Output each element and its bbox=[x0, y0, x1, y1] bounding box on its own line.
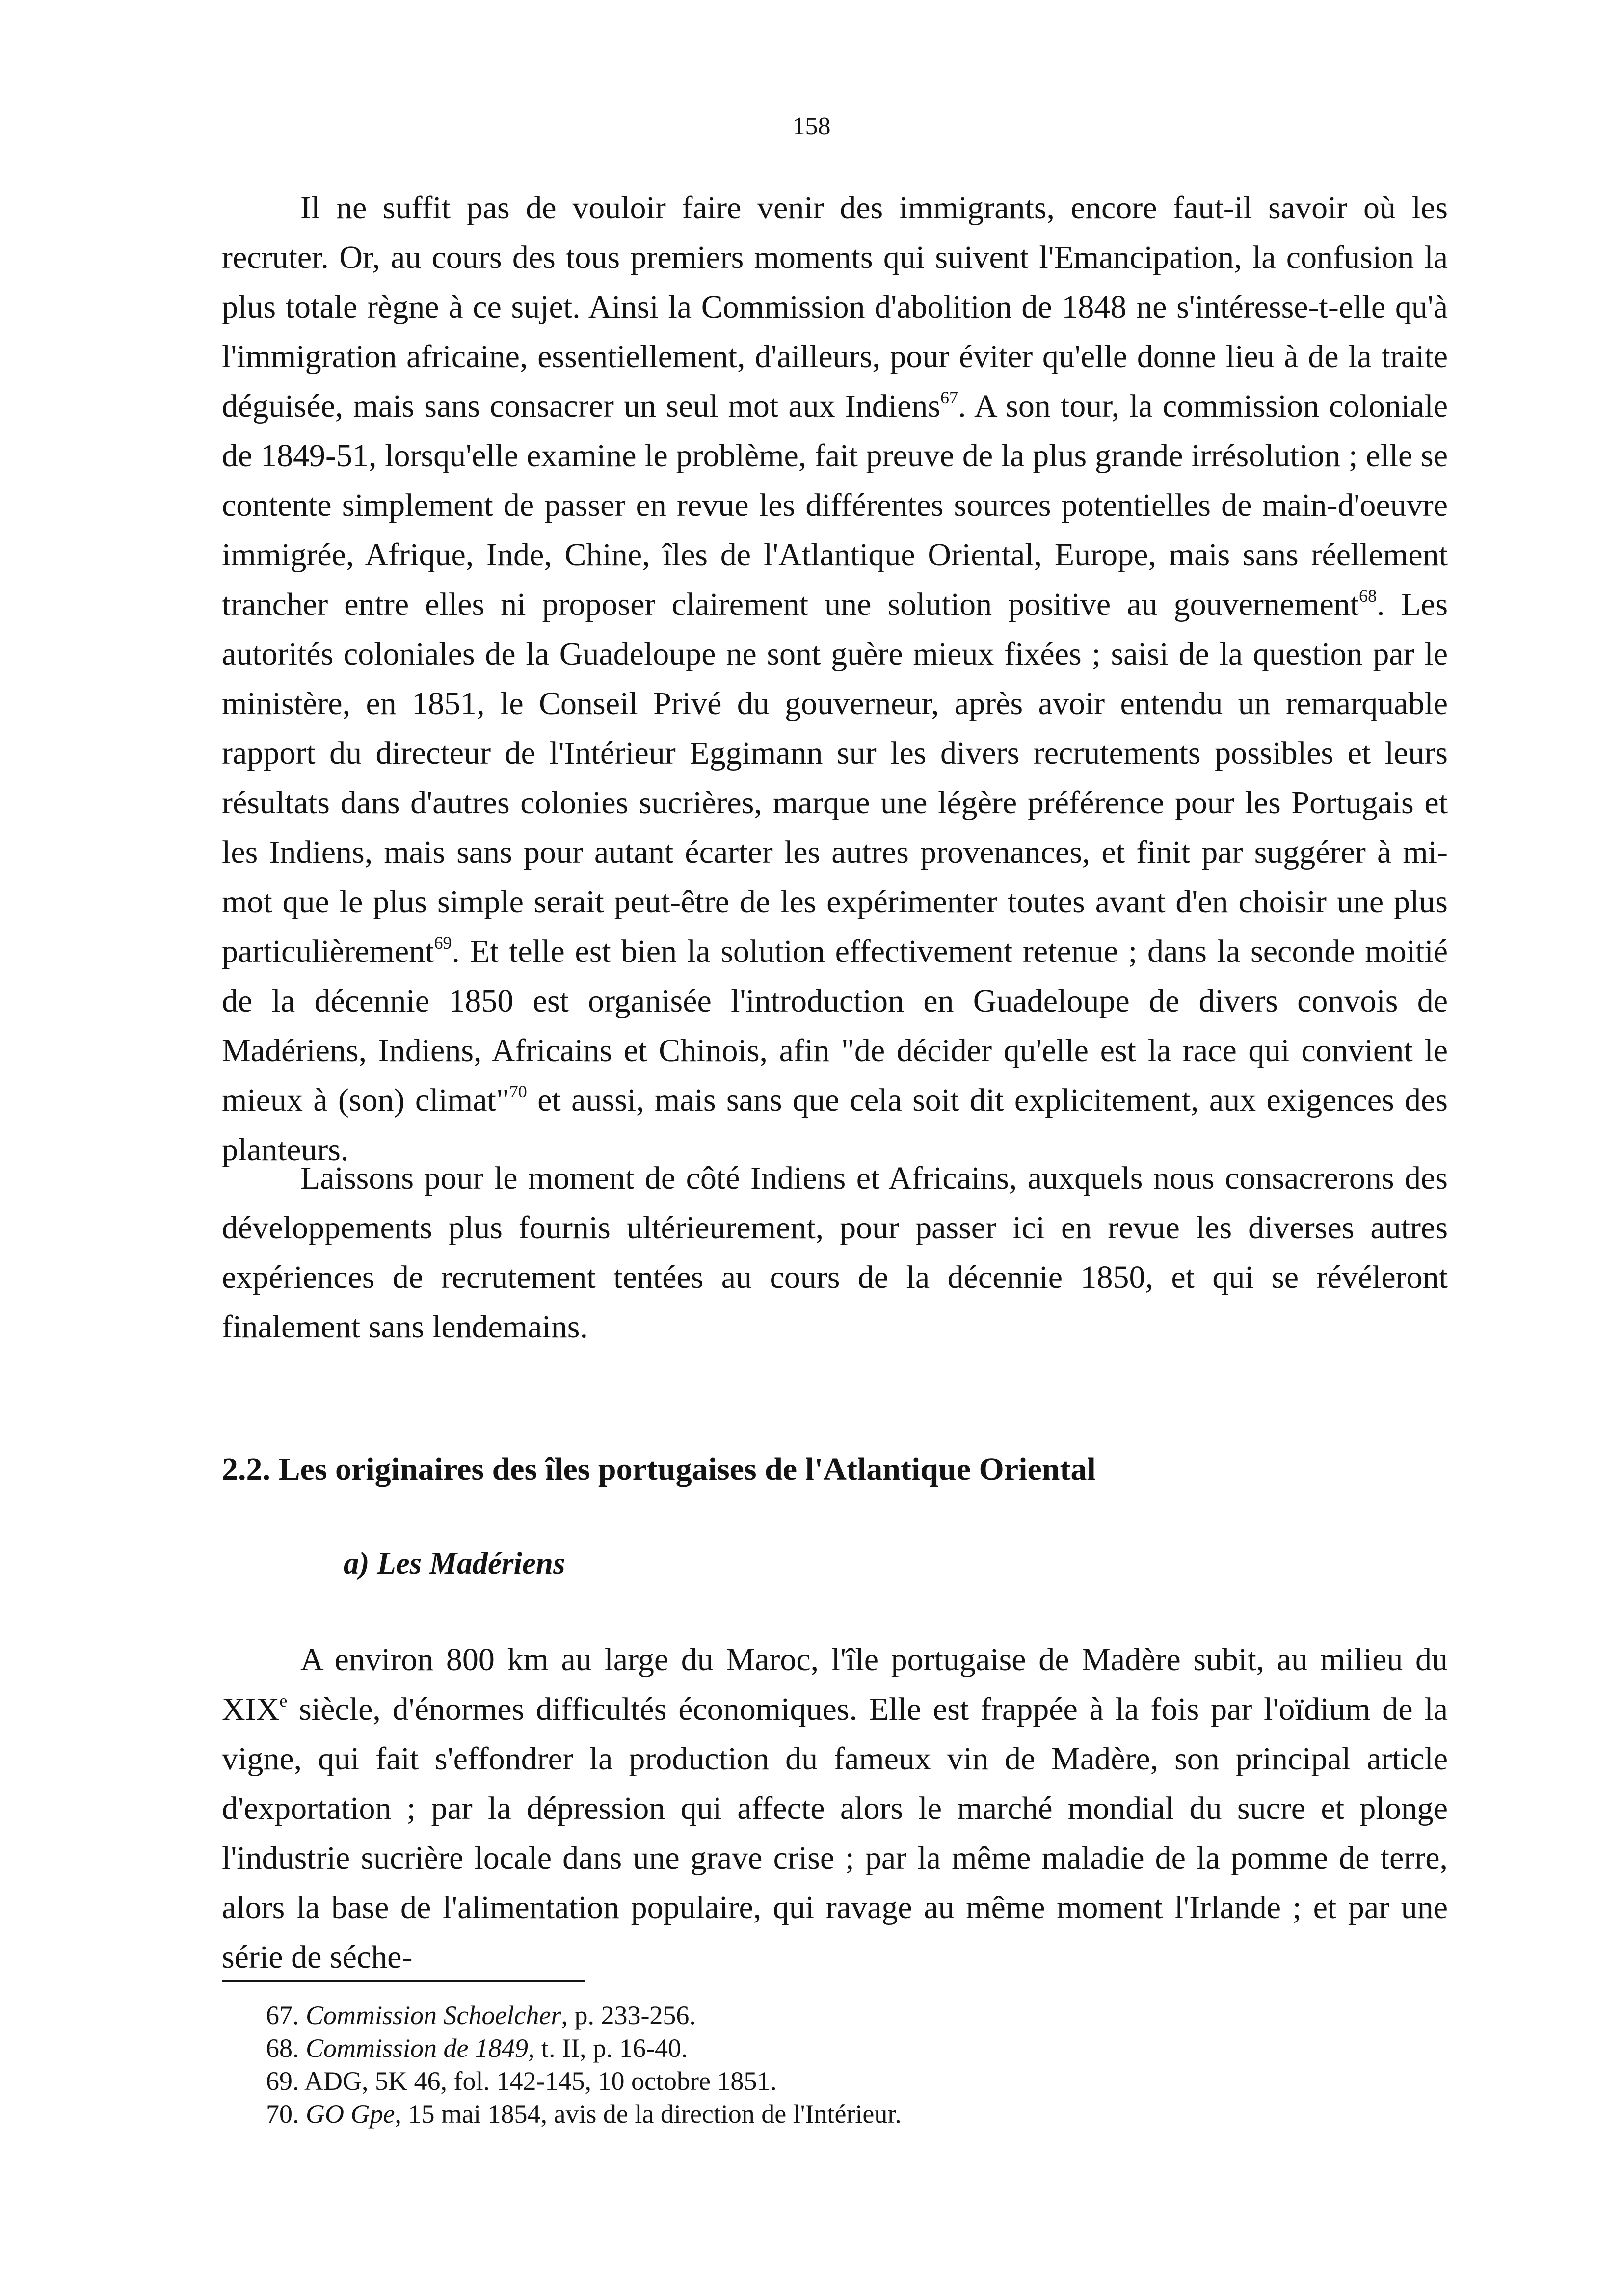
footnote-67 bbox=[266, 1999, 902, 2032]
footnote-ref-70[interactable]: 70 bbox=[509, 1082, 527, 1101]
body-paragraph-3 bbox=[222, 1635, 1448, 1982]
footnote-ref-69[interactable]: 69 bbox=[434, 933, 452, 953]
footnote-detail: , p. 233-256. bbox=[561, 2001, 696, 2030]
paragraph-text-segment: siècle, d'énormes difficultés économiques. Elle est frappée à la fois par l'oïdium de la vigne, qui fait s'effondrer la production du fameux vin de Madère, son principal article d'exportation ; par la dépression qui affecte alors le marché mondial du sucre et plonge l'industrie sucrière locale dans une grave crise ; par la même maladie de la pomme de terre, alors la base de l'alimentation populaire, qui ravage au même moment l'Irlande ; et par une série de séche- bbox=[222, 1691, 1448, 1975]
century-superscript: e bbox=[279, 1691, 288, 1710]
paragraph-text-segment: . Les autorités coloniales de la Guadeloupe ne sont guère mieux fixées ; saisi de la question par le ministère, en 1851, le Conseil Privé du gouverneur, après avoir entendu un remarquable rapport du directeur de l'Intérieur Eggimann sur les divers recrutements possibles et leurs résultats dans d'autres colonies sucrières, marque une légère préférence pour les Portugais et les Indiens, mais sans pour autant écarter les autres provenances, et finit par suggérer à mi-mot que le plus simple serait peut-être de les expérimenter toutes avant d'en choisir une plus particulièrement bbox=[222, 587, 1448, 969]
body-paragraph-1 bbox=[222, 183, 1448, 1175]
subsection-heading: a) Les Madériens bbox=[344, 1546, 565, 1580]
paragraph-text-segment: Il ne suffit pas de vouloir faire venir des immigrants, encore faut-il savoir où les recruter. Or, au cours des tous premiers moments qui suivent l'Emancipation, la confusion la plus totale règne à ce sujet. Ainsi la Commission d'abolition de 1848 ne s'intéresse-t-elle qu'à l'immigration africaine, essentiellement, d'ailleurs, pour éviter qu'elle donne lieu à de la traite déguisée, mais sans consacrer un seul mot aux Indiens bbox=[222, 190, 1448, 424]
paragraph-text bbox=[222, 183, 1448, 1175]
footnotes-list bbox=[266, 1999, 902, 2131]
body-paragraph-2 bbox=[222, 1153, 1448, 1352]
footnote-citation: GO Gpe bbox=[306, 2099, 395, 2129]
section-heading: 2.2. Les originaires des îles portugaises de l'Atlantique Oriental bbox=[222, 1451, 1096, 1487]
footnote-separator bbox=[222, 1980, 585, 1982]
footnote-citation: Commission de 1849 bbox=[306, 2033, 529, 2063]
footnote-detail: , t. II, p. 16-40. bbox=[528, 2033, 688, 2063]
footnote-ref-67[interactable]: 67 bbox=[940, 388, 958, 407]
paragraph-text-segment: . A son tour, la commission coloniale de 1849-51, lorsqu'elle examine le problème, fait preuve de la plus grande irrésolution ; elle se contente simplement de passer en revue les différentes sources potentielles de main-d'oeuvre immigrée, Afrique, Inde, Chine, îles de l'Atlantique Oriental, Europe, mais sans réellement trancher entre elles ni proposer clairement une solution positive au gouvernement bbox=[222, 388, 1448, 622]
footnote-number: 69. bbox=[266, 2066, 299, 2096]
paragraph-text-segment: A environ 800 km au large du Maroc, l'île portugaise de Madère subit, au milieu du XIX bbox=[222, 1642, 1448, 1727]
page-number: 158 bbox=[792, 112, 831, 140]
footnote-ref-68[interactable]: 68 bbox=[1359, 586, 1377, 606]
footnote-detail: , 15 mai 1854, avis de la direction de l'Intérieur. bbox=[395, 2099, 902, 2129]
footnote-number: 67. bbox=[266, 2001, 299, 2030]
paragraph-text-segment: . Et telle est bien la solution effectivement retenue ; dans la seconde moitié de la décennie 1850 est organisée l'introduction en Guadeloupe de divers convois de Madériens, Indiens, Africains et Chinois, afin "de décider qu'elle est la race qui convient le mieux à (son) climat" bbox=[222, 934, 1448, 1118]
footnote-number: 70. bbox=[266, 2099, 299, 2129]
footnote-citation: Commission Schoelcher bbox=[306, 2001, 561, 2030]
footnote-70 bbox=[266, 2098, 902, 2131]
paragraph-text: Laissons pour le moment de côté Indiens et Africains, auxquels nous consacrerons des développements plus fournis ultérieurement, pour passer ici en revue les diverses autres expériences de recrutement tentées au cours de la décennie 1850, et qui se révéleront finalement sans lendemains. bbox=[222, 1160, 1448, 1345]
paragraph-text bbox=[222, 1635, 1448, 1982]
paragraph-text-segment: et aussi, mais sans que cela soit dit explicitement, aux exigences des planteurs. bbox=[222, 1082, 1448, 1168]
footnote-number: 68. bbox=[266, 2033, 299, 2063]
footnote-68 bbox=[266, 2032, 902, 2065]
footnote-detail: ADG, 5K 46, fol. 142-145, 10 octobre 1851. bbox=[304, 2066, 777, 2096]
footnote-69 bbox=[266, 2065, 902, 2098]
